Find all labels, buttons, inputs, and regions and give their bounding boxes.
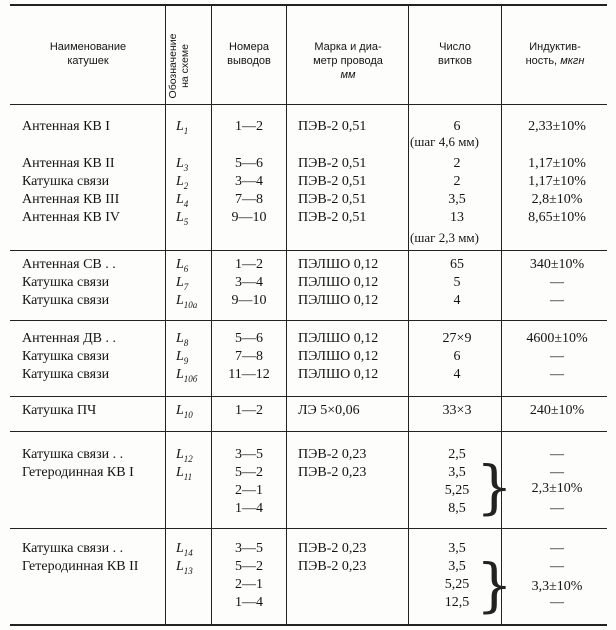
- table-row: [0, 482, 616, 499]
- designation-letter: L: [176, 541, 184, 556]
- header-inductance-line2: [503, 54, 607, 68]
- coil-designation: [176, 366, 197, 388]
- table-row: [0, 274, 616, 291]
- header-name-line: Наименование: [49, 41, 127, 53]
- turn-count: 13: [450, 210, 464, 225]
- turn-count: 3,5: [448, 465, 466, 480]
- inductance-value: —: [550, 595, 564, 610]
- header-pins-line: выводов: [227, 55, 271, 67]
- turn-count: 3,5: [448, 559, 466, 574]
- coil-name: Антенная КВ II: [22, 156, 115, 171]
- inductance-value: —: [550, 541, 564, 556]
- pin-numbers: 9—10: [231, 210, 267, 225]
- inductance-value: —: [550, 349, 564, 364]
- table-row: [0, 118, 616, 135]
- group-divider: [10, 431, 607, 432]
- designation-index: 10: [183, 409, 193, 420]
- inductance-value: —: [550, 447, 564, 462]
- table-row: [0, 446, 616, 463]
- turn-count: 6: [453, 119, 461, 134]
- table-top-rule: [10, 4, 607, 6]
- table-row: [0, 464, 616, 481]
- inductance-value: —: [550, 559, 564, 574]
- header-wire: [290, 40, 406, 82]
- turn-count: 33×3: [442, 403, 472, 418]
- pin-numbers: 7—8: [235, 349, 263, 364]
- inductance-value: 4600±10%: [526, 331, 588, 346]
- pin-numbers: 11—12: [228, 367, 270, 382]
- inductance-value: 2,8±10%: [531, 192, 583, 207]
- designation-letter: L: [176, 447, 184, 462]
- header-wire-line: метр провода: [313, 55, 383, 67]
- pin-numbers: 1—4: [235, 595, 263, 610]
- winding-pitch-note: (шаг 4,6 мм): [410, 134, 479, 149]
- table-row: [0, 330, 616, 347]
- inductance-value: 240±10%: [529, 403, 585, 418]
- wire-spec: ПЭЛШО 0,12: [298, 275, 379, 290]
- turn-count: 27×9: [442, 331, 472, 346]
- header-inductance-word: ность,: [525, 55, 558, 67]
- inductance-value: —: [550, 501, 564, 516]
- coil-name: Катушка связи . .: [22, 447, 124, 462]
- wire-spec: ПЭВ-2 0,51: [298, 192, 367, 207]
- designation-index: 3: [183, 162, 189, 173]
- table-row: [0, 402, 616, 419]
- coil-name: Катушка связи . .: [22, 541, 124, 556]
- header-inductance: [503, 40, 607, 68]
- table-row: [0, 366, 616, 383]
- designation-letter: L: [176, 174, 184, 189]
- header-designation-line: на схеме: [179, 44, 191, 88]
- inductance-value: —: [550, 465, 564, 480]
- turn-count: 8,5: [448, 501, 466, 516]
- table-bottom-rule: [10, 624, 607, 626]
- pin-numbers: 3—4: [235, 275, 263, 290]
- designation-index: 8: [183, 337, 189, 348]
- wire-spec: ПЭВ-2 0,51: [298, 174, 367, 189]
- pin-numbers: 3—4: [235, 174, 263, 189]
- designation-letter: L: [176, 275, 184, 290]
- designation-index: 7: [183, 281, 189, 292]
- table-row: [0, 256, 616, 273]
- coil-designation: [176, 402, 193, 424]
- table-row: [0, 173, 616, 190]
- coil-name: Катушка связи: [22, 349, 110, 364]
- header-pins-line: Номера: [229, 41, 269, 53]
- pin-numbers: 7—8: [235, 192, 263, 207]
- table-row: [0, 292, 616, 309]
- designation-letter: L: [176, 349, 184, 364]
- designation-index: 10а: [183, 299, 198, 310]
- group-divider: [10, 250, 607, 251]
- group-inductance: 3,3±10%: [531, 579, 583, 594]
- designation-letter: L: [176, 257, 184, 272]
- column-divider: [408, 4, 409, 624]
- column-divider: [165, 4, 166, 624]
- turn-count: 5: [453, 275, 461, 290]
- designation-index: 11: [183, 471, 193, 482]
- header-name: [18, 40, 158, 68]
- wire-spec: ПЭВ-2 0,23: [298, 447, 367, 462]
- turn-count: 4: [453, 293, 461, 308]
- header-pins: [213, 40, 285, 68]
- designation-letter: L: [176, 156, 184, 171]
- coil-name: Катушка связи: [22, 275, 110, 290]
- coil-name: Антенная СВ . .: [22, 257, 116, 272]
- turn-count: 3,5: [448, 192, 466, 207]
- coil-designation: [176, 292, 197, 314]
- coil-designation: [176, 209, 188, 231]
- inductance-value: —: [550, 293, 564, 308]
- designation-letter: L: [176, 367, 184, 382]
- designation-index: 14: [183, 547, 193, 558]
- turn-count: 2: [453, 174, 461, 189]
- coil-designation: [176, 118, 188, 140]
- pin-numbers: 2—1: [235, 483, 263, 498]
- header-inductance-unit: мкгн: [560, 55, 585, 67]
- table-row: [0, 576, 616, 593]
- coil-name: Антенная КВ IV: [22, 210, 121, 225]
- header-name-line: катушек: [67, 55, 109, 67]
- designation-letter: L: [176, 331, 184, 346]
- header-inductance-line: Индуктив-: [529, 41, 581, 53]
- table-row: [0, 155, 616, 172]
- header-turns-line: витков: [438, 55, 472, 67]
- header-designation: [167, 34, 191, 99]
- pin-numbers: 2—1: [235, 577, 263, 592]
- pin-numbers: 9—10: [231, 293, 267, 308]
- table-row: [0, 558, 616, 575]
- designation-index: 12: [183, 453, 193, 464]
- designation-index: 10б: [183, 373, 198, 384]
- wire-spec: ПЭЛШО 0,12: [298, 293, 379, 308]
- wire-spec: ПЭВ-2 0,51: [298, 119, 367, 134]
- coil-name: Антенная ДВ . .: [22, 331, 116, 346]
- wire-spec: ПЭЛШО 0,12: [298, 367, 379, 382]
- table-row: [0, 209, 616, 226]
- coil-name: Катушка связи: [22, 174, 110, 189]
- pin-numbers: 5—6: [235, 331, 263, 346]
- designation-index: 13: [183, 565, 193, 576]
- designation-letter: L: [176, 403, 184, 418]
- coil-name: Гетеродинная КВ II: [22, 559, 139, 574]
- pin-numbers: 3—5: [235, 541, 263, 556]
- table-row: [0, 594, 616, 611]
- pin-numbers: 1—2: [235, 403, 263, 418]
- coil-name: Гетеродинная КВ I: [22, 465, 134, 480]
- designation-letter: L: [176, 192, 184, 207]
- group-divider: [10, 396, 607, 397]
- pin-numbers: 3—5: [235, 447, 263, 462]
- turn-count: 12,5: [444, 595, 470, 610]
- designation-letter: L: [176, 210, 184, 225]
- inductance-value: 8,65±10%: [528, 210, 586, 225]
- turn-count: 3,5: [448, 541, 466, 556]
- pin-numbers: 1—2: [235, 257, 263, 272]
- designation-index: 4: [183, 198, 189, 209]
- wire-spec: ЛЭ 5×0,06: [298, 403, 360, 418]
- turn-count: 5,25: [444, 577, 470, 592]
- inductance-value: 340±10%: [529, 257, 585, 272]
- pin-numbers: 1—2: [235, 119, 263, 134]
- inductance-value: —: [550, 367, 564, 382]
- winding-pitch-note: (шаг 2,3 мм): [410, 230, 479, 245]
- group-divider: [10, 320, 607, 321]
- wire-spec: ПЭВ-2 0,23: [298, 465, 367, 480]
- column-divider: [211, 4, 212, 624]
- inductance-value: 2,33±10%: [528, 119, 586, 134]
- pin-numbers: 5—2: [235, 559, 263, 574]
- wire-spec: ПЭЛШО 0,12: [298, 349, 379, 364]
- pin-numbers: 5—6: [235, 156, 263, 171]
- header-turns: [410, 40, 500, 68]
- wire-spec: ПЭВ-2 0,23: [298, 541, 367, 556]
- pin-numbers: 5—2: [235, 465, 263, 480]
- turn-count: 4: [453, 367, 461, 382]
- table-row: [0, 191, 616, 208]
- designation-letter: L: [176, 559, 184, 574]
- wire-spec: ПЭЛШО 0,12: [298, 331, 379, 346]
- header-wire-line: Марка и диа-: [314, 41, 382, 53]
- designation-index: 9: [183, 355, 189, 366]
- turn-count: 2: [453, 156, 461, 171]
- table-row: [0, 500, 616, 517]
- wire-spec: ПЭВ-2 0,23: [298, 559, 367, 574]
- table-row: [0, 348, 616, 365]
- inductance-value: 1,17±10%: [528, 156, 586, 171]
- designation-letter: L: [176, 293, 184, 308]
- group-inductance: 2,3±10%: [531, 481, 583, 496]
- designation-index: 2: [183, 180, 189, 191]
- wire-spec: ПЭВ-2 0,51: [298, 156, 367, 171]
- coil-name: Катушка ПЧ: [22, 403, 97, 418]
- inductance-value: 1,17±10%: [528, 174, 586, 189]
- group-brace: }: [476, 453, 513, 521]
- pin-numbers: 1—4: [235, 501, 263, 516]
- column-divider: [286, 4, 287, 624]
- designation-letter: L: [176, 119, 184, 134]
- header-wire-unit: мм: [340, 69, 356, 81]
- column-divider: [501, 4, 502, 624]
- table-row: [0, 540, 616, 557]
- turn-count: 2,5: [448, 447, 466, 462]
- header-turns-line: Число: [439, 41, 471, 53]
- group-divider: [10, 528, 607, 529]
- wire-spec: ПЭВ-2 0,51: [298, 210, 367, 225]
- designation-index: 6: [183, 263, 189, 274]
- inductance-value: —: [550, 275, 564, 290]
- designation-index: 5: [183, 216, 189, 227]
- coil-name: Антенная КВ I: [22, 119, 110, 134]
- turn-count: 65: [450, 257, 464, 272]
- group-brace: }: [476, 551, 513, 619]
- header-designation-line: Обозначение: [167, 33, 179, 99]
- turn-count: 6: [453, 349, 461, 364]
- coil-name: Катушка связи: [22, 293, 110, 308]
- header-rule: [10, 104, 607, 105]
- designation-letter: L: [176, 465, 184, 480]
- turn-count: 5,25: [444, 483, 470, 498]
- coil-name: Антенная КВ III: [22, 192, 120, 207]
- coil-name: Катушка связи: [22, 367, 110, 382]
- wire-spec: ПЭЛШО 0,12: [298, 257, 379, 272]
- designation-index: 1: [183, 125, 189, 136]
